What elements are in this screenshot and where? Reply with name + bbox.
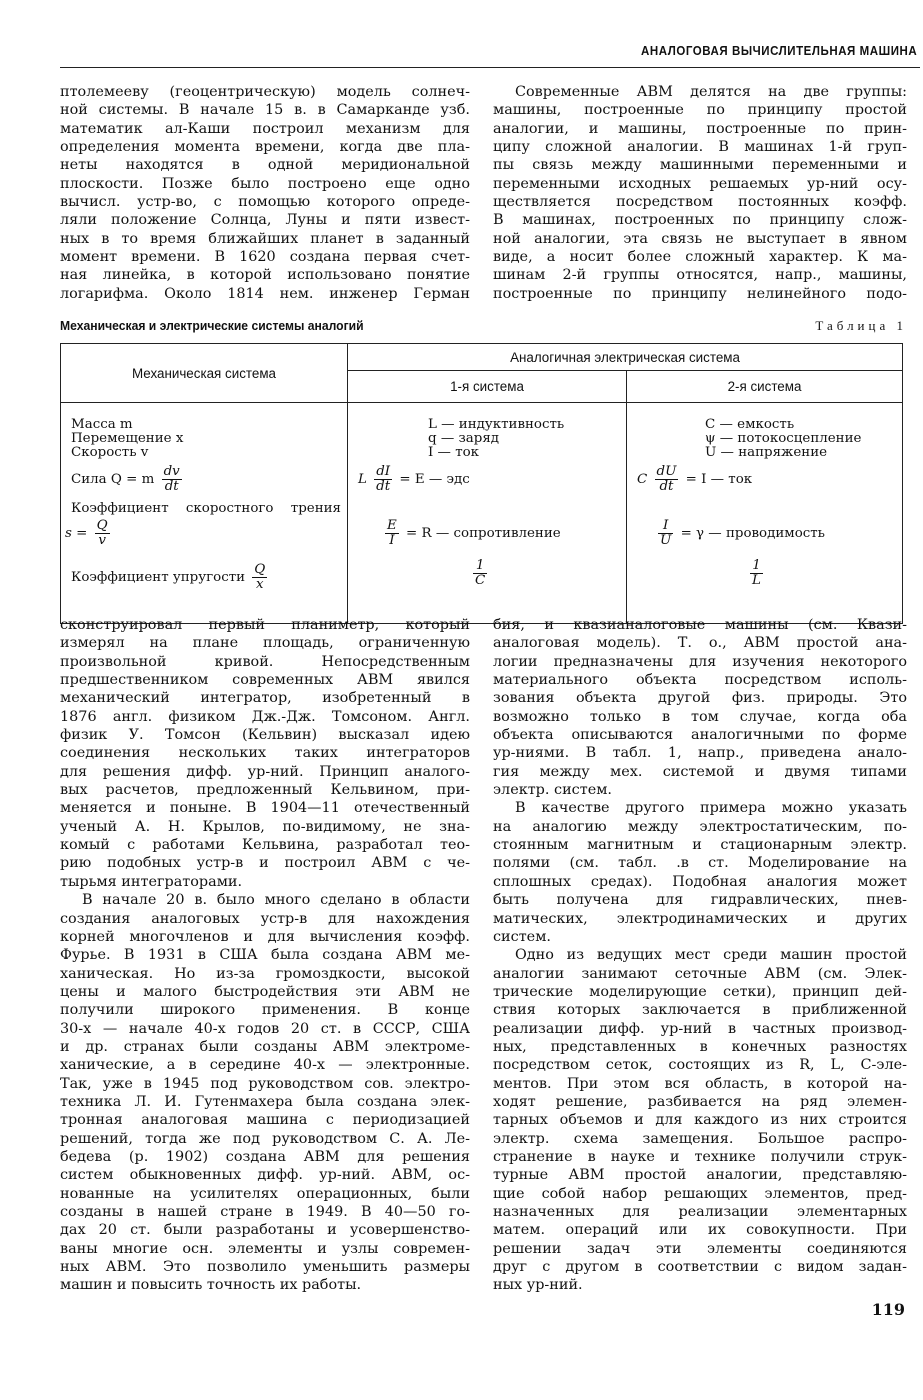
text-line: бедева (р. 1902) создана АВМ для решения xyxy=(60,1148,470,1165)
text-line: друг с другом в соответствии с видом задан- xyxy=(493,1259,907,1276)
s1-elastance xyxy=(470,559,490,588)
column-bottom-left xyxy=(60,616,470,1295)
text-line: ваны многие осн. элементы и узлы современ- xyxy=(60,1240,470,1257)
text-line: корней многочленов и для вычисления коэфф. xyxy=(60,928,470,945)
text-line: дах 20 ст. были разработаны и усовершенство- xyxy=(60,1222,470,1239)
current-fraction xyxy=(655,465,679,494)
fraction-numerator: 1 xyxy=(473,559,487,574)
text-line: тырьмя интеграторами. xyxy=(60,873,243,890)
text-line: странение в науке и технике получили струк- xyxy=(493,1148,907,1165)
elastance-fraction xyxy=(473,559,487,588)
text-line: 1876 англ. физиком Дж.-Дж. Томсоном. Англ. xyxy=(60,708,470,725)
s1-resistance xyxy=(382,519,561,548)
text-line: полями (см. табл. .в ст. Моделирование на xyxy=(493,855,907,872)
paragraph xyxy=(493,946,907,1295)
cell-mechanical xyxy=(61,403,348,624)
text-line: произвольной кривой. Непосредственным xyxy=(60,653,470,670)
page-number: 119 xyxy=(871,1300,905,1319)
text-line: ляли положение Солнца, Луны и пяти извест- xyxy=(60,212,470,229)
emf-prefix: L xyxy=(358,472,367,487)
text-line: ной аналогии, эта связь не выступает в явном xyxy=(493,230,907,247)
mech-displacement: Перемещение x xyxy=(71,431,184,446)
force-prefix: Сила Q = m xyxy=(71,472,155,487)
cell-system-1 xyxy=(348,403,627,624)
text-line: получили широкого применения. В конце xyxy=(60,1002,470,1019)
table-caption: Механическая и электрические системы аналогий xyxy=(60,318,364,333)
text-line: ципу сложной аналогии. В машинах 1-й груп- xyxy=(493,139,907,156)
text-line: техника Л. И. Гутенмахера была создана элек- xyxy=(60,1093,470,1110)
text-line: неты находятся в одной меридиональной xyxy=(60,157,470,174)
emf-fraction xyxy=(374,465,392,494)
text-line: ствия которых заключается в приближенной xyxy=(493,1002,907,1019)
text-line: соединения нескольких таких интеграторов xyxy=(60,745,470,762)
text-line: гия между мех. системой и двумя типами xyxy=(493,763,907,780)
text-line: на аналогию между электростатическим, по- xyxy=(493,818,907,835)
text-line: созданы в нашей стране в 1949. В 40—50 го- xyxy=(60,1204,470,1220)
text-line: логии предназначены для изучения некоторого xyxy=(493,653,907,670)
text-line: электр. систем. xyxy=(493,782,612,799)
mech-elasticity xyxy=(71,563,270,592)
header-rule xyxy=(60,67,920,68)
text-line: меняется и поныне. В 1904—11 отечественный xyxy=(60,800,470,817)
text-line: Так, уже в 1945 под руководством сов. электро- xyxy=(60,1075,470,1092)
analogy-table xyxy=(60,343,903,624)
mech-velocity: Скорость v xyxy=(71,445,149,460)
mech-mass: Масса m xyxy=(71,417,133,432)
text-line: посредством сеток, состоящих из R, L, C-эле- xyxy=(493,1057,907,1074)
friction-prefix: s = xyxy=(65,526,88,541)
s1-emf xyxy=(358,465,470,494)
fraction-denominator: v xyxy=(98,533,106,548)
text-line: стоянным магнитным и стационарным электр. xyxy=(493,837,907,854)
text-line: и др. странах были созданы АВМ электроме- xyxy=(60,1038,470,1055)
text-line: ходят решение, разбивается на ряд элемен- xyxy=(493,1093,907,1110)
s1-current: I — ток xyxy=(428,445,480,460)
fraction-numerator: E xyxy=(387,518,397,533)
text-line: построенные по принципу нелинейного подо- xyxy=(493,285,907,302)
s2-reluctance xyxy=(747,559,766,588)
s1-charge: q — заряд xyxy=(428,431,500,446)
fraction-denominator: dt xyxy=(164,479,179,494)
text-line: назначенных для реализации элементарных xyxy=(493,1204,907,1220)
text-line: рию подобных устр-в и построил АВМ с че- xyxy=(60,855,470,872)
mech-friction-formula xyxy=(65,519,113,548)
text-line: ная линейка, в которой использовано понятие xyxy=(60,267,470,284)
paragraph xyxy=(60,891,470,1295)
s2-conductance xyxy=(655,519,825,548)
text-line: ных АВМ. Это позволило уменьшить размеры xyxy=(60,1259,470,1276)
text-line: возможно только в том случае, когда оба xyxy=(493,708,907,725)
fraction-denominator: C xyxy=(475,573,486,588)
text-line: сплошных средах). Подобная аналогия может xyxy=(493,873,907,890)
elasticity-fraction xyxy=(252,563,267,592)
text-line: тронная аналоговая машина с периодизацией xyxy=(60,1112,470,1129)
fraction-denominator: dt xyxy=(376,479,391,494)
text-line: объекта описываются аналогичными по форме xyxy=(493,727,907,744)
text-line: ментов. При этом вся область, в которой на- xyxy=(493,1075,907,1092)
text-line: ной системы. В начале 15 в. в Самарканде узб. xyxy=(60,102,470,119)
column-top-right xyxy=(493,83,907,303)
text-line: переменными исходных решаемых ур-ний осу- xyxy=(493,175,907,192)
text-line: систем обыкновенных дифф. ур-ний. АВМ, ос- xyxy=(60,1167,470,1184)
text-line: пы связь между машинными переменными и xyxy=(493,157,907,174)
text-line: машин и повысить точность их работы. xyxy=(60,1277,362,1294)
text-line: решении задач эти элементы соединяются xyxy=(493,1240,907,1257)
text-line: систем. xyxy=(493,928,551,945)
header-system-2: 2-я система xyxy=(627,371,903,403)
resistance-fraction xyxy=(385,519,399,548)
current-suffix: = I — ток xyxy=(685,472,753,487)
text-line: ных в то время ближайших планет в заданный xyxy=(60,230,470,247)
text-line: В качестве другого примера можно указать xyxy=(515,800,907,817)
text-line: плоскости. Позже было построено еще одно xyxy=(60,175,470,192)
text-line: аналоговая модель). Т. о., АВМ простой ана- xyxy=(493,635,907,652)
text-line: механический интегратор, изобретенный в xyxy=(60,690,470,707)
text-line: решений, тогда же под руководством С. А. Ле- xyxy=(60,1130,470,1147)
mech-force xyxy=(71,465,185,494)
fraction-numerator: 1 xyxy=(750,559,763,574)
resistance-suffix: = R — сопротивление xyxy=(406,526,561,541)
conductance-suffix: = γ — проводимость xyxy=(680,526,825,541)
text-line: измерял на плане площадь, ограниченную xyxy=(60,635,470,652)
text-line: матем. операций или их совокупности. При xyxy=(493,1222,907,1239)
text-line: В начале 20 в. было много сделано в области xyxy=(82,892,470,909)
s2-capacitance: C — емкость xyxy=(705,417,795,432)
text-line: ных ур-ний. xyxy=(493,1277,583,1294)
text-line: аналогии занимают сеточные АВМ (см. Элек- xyxy=(493,965,907,982)
text-line: В машинах, построенных по принципу слож- xyxy=(493,212,907,229)
header-analog-electric-system: Аналогичная электрическая система xyxy=(348,344,903,371)
text-line: предшественником современных АВМ явился xyxy=(60,672,470,689)
s2-voltage: U — напряжение xyxy=(705,445,828,460)
text-line: для решения дифф. ур-ний. Принцип аналого- xyxy=(60,763,470,780)
text-line: матических, электродинамических и других xyxy=(493,910,907,927)
table-number-label: Таблица 1 xyxy=(815,318,907,333)
text-line: Одно из ведущих мест среди машин простой xyxy=(515,947,907,964)
elasticity-label: Коэффициент упругости xyxy=(71,570,246,585)
text-line: ханические, а в середине 40-х — электронные. xyxy=(60,1057,470,1074)
text-line: птолемееву (геоцентрическую) модель солнеч- xyxy=(60,84,470,100)
s2-current xyxy=(637,465,752,494)
text-line: физик У. Томсон (Кельвин) высказал идею xyxy=(60,727,470,744)
current-prefix: C xyxy=(637,472,648,487)
column-top-left xyxy=(60,83,470,303)
s2-flux: ψ — потокосцепление xyxy=(705,431,862,446)
text-line: турные АВМ простой аналогии, представляю- xyxy=(493,1167,907,1184)
text-line: Фурье. В 1931 в США была создана АВМ ме- xyxy=(60,947,470,964)
text-line: ур-ниями. В табл. 1, напр., приведена анало- xyxy=(493,745,907,762)
fraction-denominator: U xyxy=(660,533,672,548)
fraction-denominator: x xyxy=(256,577,264,592)
text-line: вычисл. устр-во, с помощью которого опреде- xyxy=(60,194,470,211)
text-line: комый с работами Кельвина, разработал тео- xyxy=(60,837,470,854)
text-line: ханическая. Но из-за громоздкости, высокой xyxy=(60,965,470,982)
fraction-denominator: L xyxy=(752,573,761,588)
text-line: зования объекта другой физ. природы. Это xyxy=(493,690,907,707)
text-line: тарных объемов и для каждого из них строится xyxy=(493,1112,907,1129)
text-line: машины, построенные по принципу простой xyxy=(493,102,907,119)
text-line: аналогии, и машины, построенные по прин- xyxy=(493,120,907,137)
text-line: виде, а носит более сложный характер. К ма- xyxy=(493,249,907,266)
text-line: реализации дифф. ур-ний в частных производ- xyxy=(493,1020,907,1037)
force-fraction xyxy=(162,465,182,494)
emf-suffix: = E — эдс xyxy=(399,472,470,487)
text-line: логарифма. Около 1814 нем. инженер Герман xyxy=(60,285,470,302)
text-line: создания аналоговых устр-в для нахождения xyxy=(60,910,470,927)
text-line: ществляется посредством постоянных коэфф. xyxy=(493,194,907,211)
running-head: АНАЛОГОВАЯ ВЫЧИСЛИТЕЛЬНАЯ МАШИНА xyxy=(640,44,917,58)
text-line: материального объекта посредством исполь- xyxy=(493,672,907,689)
mech-friction-label: Коэффициент скоростного трения xyxy=(71,501,341,516)
text-line: математик ал-Каши построил механизм для xyxy=(60,120,470,137)
s1-inductance: L — индуктивность xyxy=(428,417,565,432)
text-line: быть получена для гидравлических, пнев- xyxy=(493,892,907,909)
header-system-1: 1-я система xyxy=(348,371,627,403)
fraction-denominator: dt xyxy=(659,479,674,494)
fraction-numerator: Q xyxy=(96,518,108,533)
reluctance-fraction xyxy=(750,559,763,588)
text-line: щие собой набор решающих элементов, пред- xyxy=(493,1185,907,1202)
header-mechanical-system: Механическая система xyxy=(61,344,348,403)
text-line: ученый А. Н. Крылов, по-видимому, не зна- xyxy=(60,818,470,835)
fraction-numerator: dv xyxy=(163,464,180,479)
text-line: трические моделирующие сетки), принцип дей- xyxy=(493,983,907,1000)
text-line: 30-х — начале 40-х годов 20 ст. в СССР, США xyxy=(60,1020,470,1037)
friction-fraction xyxy=(95,519,110,548)
fraction-numerator: dI xyxy=(374,465,392,480)
fraction-numerator: Q xyxy=(254,562,266,577)
cell-system-2 xyxy=(627,403,903,624)
fraction-numerator: I xyxy=(658,519,673,534)
text-line: Современные АВМ делятся на две группы: xyxy=(515,84,907,100)
paragraph xyxy=(60,616,470,891)
fraction-numerator: dU xyxy=(656,464,677,479)
text-line: ных, представленных в конечных разностях xyxy=(493,1038,907,1055)
fraction-denominator: I xyxy=(389,533,395,548)
text-line: цены и малого быстродействия эти АВМ не xyxy=(60,983,470,1000)
text-line: определения момента времени, когда две пла- xyxy=(60,139,470,156)
column-bottom-right xyxy=(493,616,907,1295)
text-line: электр. схема замещения. Большое распро- xyxy=(493,1130,907,1147)
paragraph xyxy=(493,616,907,799)
text-line: момент времени. В 1620 создана первая счет- xyxy=(60,249,470,266)
text-line: бия, и квазианалоговые машины (см. Квази- xyxy=(493,617,907,633)
text-line: шинам 2-й группы относятся, напр., машины, xyxy=(493,267,907,284)
text-line: нованные на усилителях операционных, были xyxy=(60,1185,470,1202)
text-line: вых расчетов, предложенный Кельвином, при- xyxy=(60,782,470,799)
paragraph xyxy=(493,799,907,946)
conductance-fraction xyxy=(658,519,673,548)
text-line: сконструировал первый планиметр, который xyxy=(60,617,470,633)
